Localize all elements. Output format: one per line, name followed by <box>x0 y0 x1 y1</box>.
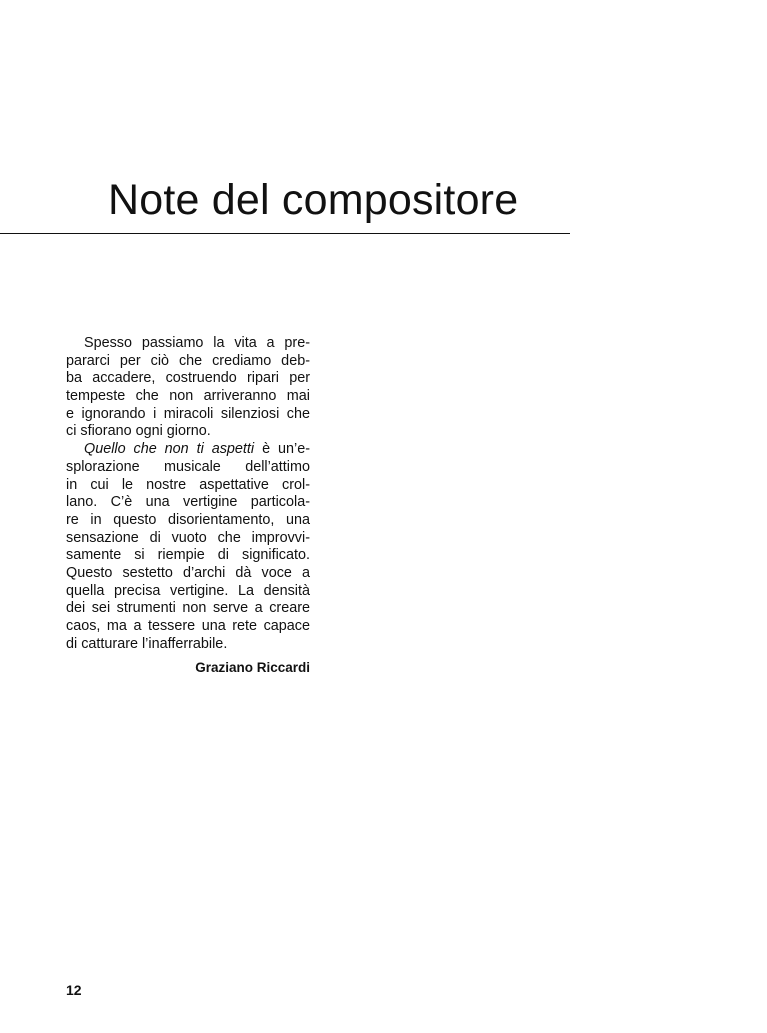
text-line: samente si riempie di significato. <box>66 547 310 564</box>
text-line: sensazione di vuoto che improvvi- <box>66 529 310 546</box>
author-signature: Graziano Riccardi <box>195 660 310 675</box>
text-line: ci sfiorano ogni giorno. <box>66 423 211 440</box>
title-divider <box>0 233 570 234</box>
page-title: Note del compositore <box>108 176 519 224</box>
text-line: quella precisa vertigine. La densità <box>66 582 310 599</box>
text-line: in cui le nostre aspettative crol- <box>66 476 310 493</box>
text-fragment: è un’e- <box>254 441 311 458</box>
composer-notes-text <box>66 335 310 653</box>
text-line: ba accadere, costruendo ripari per <box>66 370 310 387</box>
text-line: re in questo disorientamento, una <box>66 511 310 528</box>
text-line: splorazione musicale dell’attimo <box>66 458 310 475</box>
text-line: tempeste che non arriveranno mai <box>66 388 310 405</box>
text-line: caos, ma a tessere una rete capace <box>66 618 310 634</box>
text-line: e ignorando i miracoli silenziosi che <box>66 405 310 422</box>
text-line: dei sei strumenti non serve a creare <box>66 600 310 617</box>
text-line: lano. C’è una vertigine particola- <box>66 494 310 511</box>
text-line: Spesso passiamo la vita a pre- <box>84 335 310 351</box>
text-line: pararci per ciò che crediamo deb- <box>66 352 310 369</box>
text-line: Questo sestetto d’archi dà voce a <box>66 564 310 581</box>
text-line <box>66 441 310 459</box>
page-number: 12 <box>66 982 82 998</box>
work-title: Quello che non ti aspetti <box>84 441 255 458</box>
text-line: di catturare l’inafferrabile. <box>66 635 228 652</box>
